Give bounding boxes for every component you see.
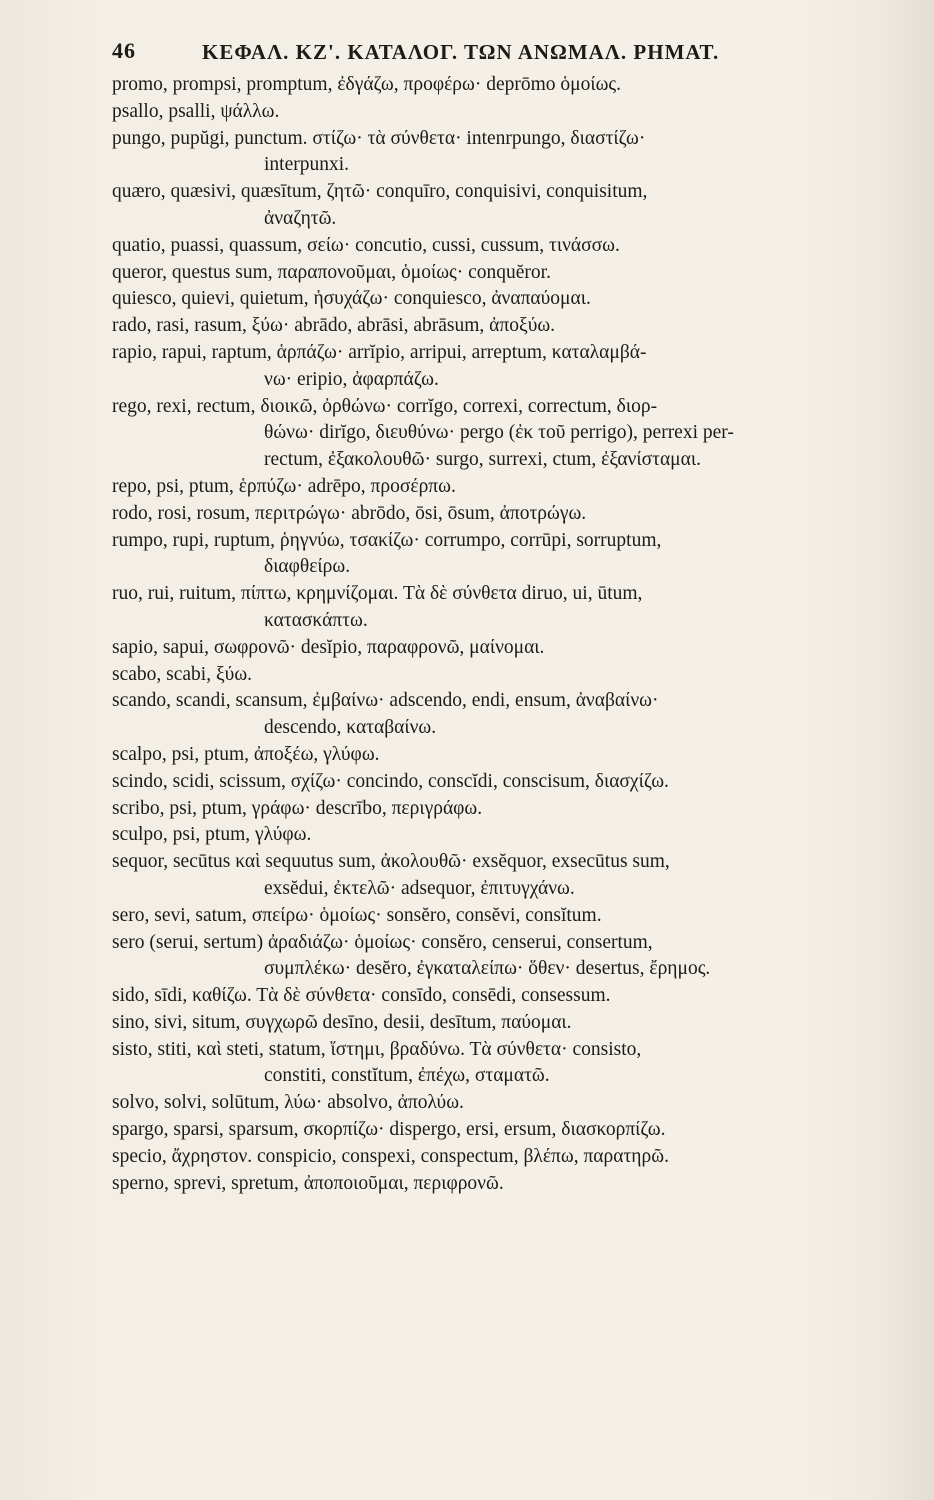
verb-entry: [112, 1090, 924, 1117]
entry-line: sero, sevi, satum, σπείρω· ὁμοίως· sonsĕro, consĕvi, consĭtum.: [112, 904, 602, 926]
verb-entry: [112, 635, 924, 662]
verb-entry: [112, 394, 924, 474]
verb-entry: [112, 1144, 924, 1171]
verb-entry: [112, 769, 924, 796]
entry-continuation-line: θώνω· dirĭgo, διευθύνω· pergo (ἐκ τοῦ perrigo), perrexi per-: [264, 422, 734, 444]
entry-line: sperno, sprevi, spretum, ἀποποιοῦμαι, περιφρονῶ.: [112, 1172, 504, 1194]
entry-line: solvo, solvi, solūtum, λύω· absolvo, ἀπολύω.: [112, 1092, 464, 1114]
entry-line: ruo, rui, ruitum, πίπτω, κρημνίζομαι. Τὰ δὲ σύνθετα diruo, ui, ūtum,: [112, 583, 643, 605]
entry-line: scabo, scabi, ξύω.: [112, 663, 253, 685]
verb-entry: [112, 930, 924, 984]
entry-line: queror, questus sum, παραπονοῦμαι, ὁμοίως· conquĕror.: [112, 261, 551, 283]
entry-line: rodo, rosi, rosum, περιτρώγω· abrōdo, ōsi, ōsum, ἀποτρώγω.: [112, 502, 587, 524]
entry-line: scribo, psi, ptum, γράφω· descrībo, περιγράφω.: [112, 797, 483, 819]
verb-entry: [112, 72, 924, 99]
entry-continuation-line: constiti, constĭtum, ἐπέχω, σταματῶ.: [264, 1065, 550, 1087]
entry-continuation-line: νω· eripio, ἀφαρπάζω.: [264, 368, 439, 390]
entry-line: repo, psi, ptum, ἑρπύζω· adrēpo, προσέρπω.: [112, 475, 456, 497]
entry-line: sculpo, psi, ptum, γλύφω.: [112, 824, 312, 846]
entry-line: scando, scandi, scansum, ἐμβαίνω· adscendo, endi, ensum, ἀναβαίνω·: [112, 690, 659, 712]
verb-entry: [112, 340, 924, 394]
entry-line: sequor, secūtus καὶ sequutus sum, ἀκολουθῶ· exsĕquor, exsecūtus sum,: [112, 851, 670, 873]
verb-list: [112, 72, 924, 1197]
verb-entry: [112, 313, 924, 340]
verb-entry: [112, 662, 924, 689]
verb-entry: [112, 796, 924, 823]
entry-line: scalpo, psi, ptum, ἀποξέω, γλύφω.: [112, 743, 380, 765]
entry-continuation-line: rectum, ἐξακολουθῶ· surgo, surrexi, ctum, ἐξανίσταμαι.: [264, 449, 701, 471]
entry-line: sisto, stiti, καὶ steti, statum, ἵστημι, βραδύνω. Τὰ σύνθετα· consisto,: [112, 1038, 642, 1060]
entry-continuation-line: διαφθείρω.: [264, 556, 351, 578]
entry-line: sino, sivi, situm, συγχωρῶ desīno, desii, desītum, παύομαι.: [112, 1011, 572, 1033]
entry-line: specio, ἄχρηστον. conspicio, conspexi, conspectum, βλέπω, παρατηρῶ.: [112, 1145, 669, 1167]
entry-continuation-line: interpunxi.: [264, 154, 350, 176]
running-header: [112, 30, 912, 70]
entry-line: promo, prompsi, promptum, ἐδγάζω, προφέρω· deprōmo ὁμοίως.: [112, 74, 622, 95]
verb-entry: [112, 1117, 924, 1144]
verb-entry: [112, 474, 924, 501]
verb-entry: [112, 528, 924, 582]
entry-continuation-line: συμπλέκω· desĕro, ἐγκαταλείπω· ὅθεν· desertus, ἔρημος.: [264, 958, 711, 980]
verb-entry: [112, 1010, 924, 1037]
entry-line: rumpo, rupi, ruptum, ῥηγνύω, τσακίζω· corrumpo, corrūpi, sorruptum,: [112, 529, 662, 551]
entry-continuation-line: exsĕdui, ἐκτελῶ· adsequor, ἐπιτυγχάνω.: [264, 877, 575, 899]
entry-line: quiesco, quievi, quietum, ἡσυχάζω· conquiesco, ἀναπαύομαι.: [112, 288, 591, 310]
verb-entry: [112, 260, 924, 287]
verb-entry: [112, 688, 924, 742]
verb-entry: [112, 286, 924, 313]
entry-continuation-line: ἀναζητῶ.: [264, 207, 337, 229]
entry-line: sero (serui, sertum) ἀραδιάζω· ὁμοίως· consĕro, censerui, consertum,: [112, 931, 653, 953]
verb-entry: [112, 581, 924, 635]
verb-entry: [112, 179, 924, 233]
entry-line: sido, sīdi, καθίζω. Τὰ δὲ σύνθετα· consīdo, consēdi, consessum.: [112, 985, 611, 1007]
entry-line: rego, rexi, rectum, διοικῶ, ὀρθώνω· corrĭgo, correxi, correctum, διορ-: [112, 395, 658, 417]
entry-line: rado, rasi, rasum, ξύω· abrādo, abrāsi, abrāsum, ἀποξύω.: [112, 315, 556, 337]
entry-line: rapio, rapui, raptum, ἁρπάζω· arrĭpio, arripui, arreptum, καταλαμβά-: [112, 341, 647, 363]
page-number: 46: [112, 38, 136, 63]
verb-entry: [112, 849, 924, 903]
verb-entry: [112, 99, 924, 126]
entry-line: psallo, psalli, ψάλλω.: [112, 100, 280, 122]
entry-line: sapio, sapui, σωφρονῶ· desĭpio, παραφρονῶ, μαίνομαι.: [112, 636, 545, 658]
entry-line: pungo, pupŭgi, punctum. στίζω· τὰ σύνθετα· intenrpungo, διαστίζω·: [112, 127, 646, 149]
entry-continuation-line: κατασκάπτω.: [264, 609, 368, 631]
verb-entry: [112, 126, 924, 180]
verb-entry: [112, 1037, 924, 1091]
verb-entry: [112, 1171, 924, 1198]
entry-continuation-line: descendo, καταβαίνω.: [264, 717, 437, 739]
verb-entry: [112, 822, 924, 849]
verb-entry: [112, 501, 924, 528]
verb-entry: [112, 903, 924, 930]
entry-line: spargo, sparsi, sparsum, σκορπίζω· dispergo, ersi, ersum, διασκορπίζω.: [112, 1119, 666, 1141]
verb-entry: [112, 742, 924, 769]
verb-entry: [112, 983, 924, 1010]
header-title: ΚΕΦΑΛ. ΚΖ'. ΚΑΤΑΛΟΓ. ΤΩΝ ΑΝΩΜΑΛ. ΡΗΜΑΤ.: [202, 40, 720, 64]
entry-line: scindo, scidi, scissum, σχίζω· concindo, conscĭdi, conscisum, διασχίζω.: [112, 770, 669, 792]
verb-entry: [112, 233, 924, 260]
entry-line: quatio, puassi, quassum, σείω· concutio, cussi, cussum, τινάσσω.: [112, 234, 620, 256]
entry-line: quæro, quæsivi, quæsītum, ζητῶ· conquīro, conquisivi, conquisitum,: [112, 181, 648, 203]
